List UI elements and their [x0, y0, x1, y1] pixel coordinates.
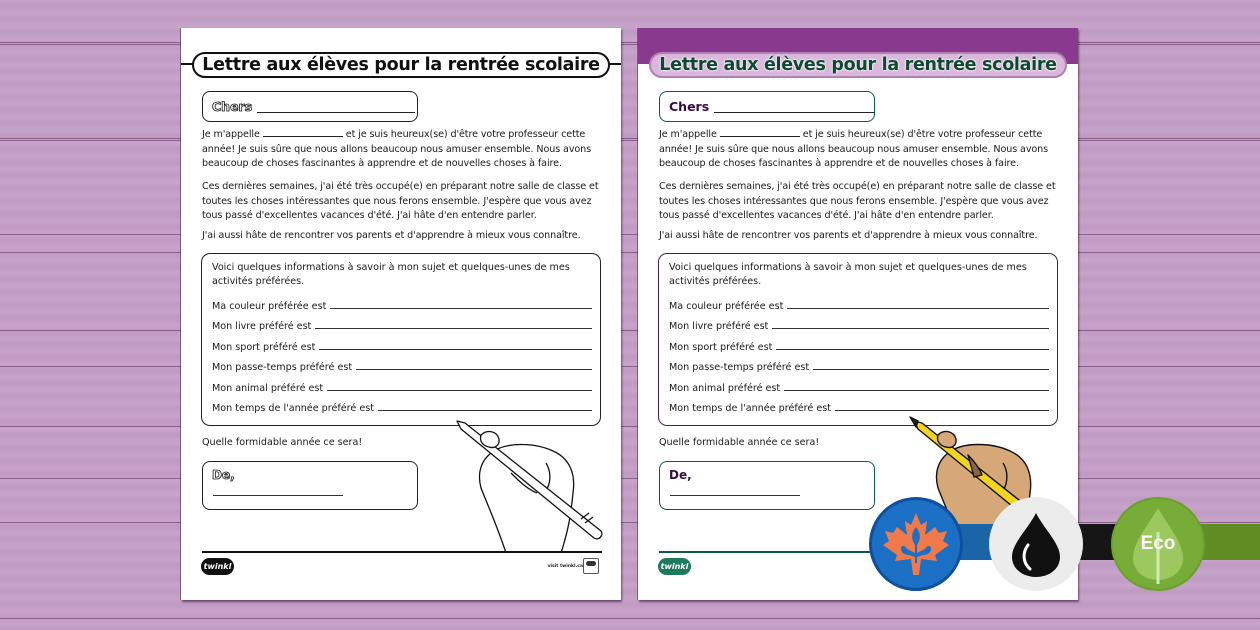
twinkl-logo: twinkl [201, 558, 234, 575]
page-title: Lettre aux élèves pour la rentrée scolaire [666, 51, 1050, 79]
answer-line[interactable] [378, 410, 592, 411]
answer-line[interactable] [787, 308, 1049, 309]
greeting-box [202, 91, 418, 122]
about-me-box [201, 253, 601, 426]
favorite-row: Ma couleur préférée est [212, 291, 592, 312]
answer-line[interactable] [813, 369, 1049, 370]
favorite-row: Mon passe-temps préféré est [669, 353, 1049, 374]
signature-box [202, 461, 418, 510]
paragraph-intro: Je m'appelle et je suis heureux(se) d'être votre professeur cette année! Je suis sûre que nous allons beaucoup nous amuser ensemble. Nous avons beaucoup de choses fascinantes à apprendre et de nouvelles choses à faire. [202, 129, 592, 170]
greeting-label: Chers [212, 99, 253, 114]
closing-text: Quelle formidable année ce sera! [202, 437, 363, 448]
ink-drop-icon [1006, 509, 1066, 579]
signature-label: De, [212, 468, 235, 482]
favorite-row: Mon sport préféré est [669, 332, 1049, 353]
favorite-row: Mon livre préféré est [212, 312, 592, 333]
signature-box [659, 461, 875, 510]
signature-blank[interactable] [213, 495, 343, 496]
about-me-intro: Voici quelques informations à savoir à mon sujet et quelques-unes de mes activités préférées. [669, 262, 1027, 287]
signature-label: De, [669, 468, 692, 482]
favorite-row: Mon sport préféré est [212, 332, 592, 353]
paragraph-summer: Ces dernières semaines, j'ai été très occupé(e) en préparant notre salle de classe et toutes les choses intéressantes que nous ferons ensemble. J'espère que vous avez tous passé d'excellentes vacances d'été. J'ai hâte d'en entendre parler. [202, 181, 599, 222]
favorite-row: Mon livre préféré est [669, 312, 1049, 333]
paragraph-summer: Ces dernières semaines, j'ai été très occupé(e) en préparant notre salle de classe et toutes les choses intéressantes que nous ferons ensemble. J'espère que vous avez tous passé d'excellentes vacances d'été. J'ai hâte d'en entendre parler. [659, 181, 1056, 222]
maple-leaf-fleur-de-lis-icon [881, 509, 951, 579]
answer-line[interactable] [327, 390, 592, 391]
signature-blank[interactable] [670, 495, 800, 496]
answer-line[interactable] [356, 369, 592, 370]
quebec-curriculum-badge [869, 497, 963, 591]
answer-line[interactable] [319, 349, 592, 350]
answer-line[interactable] [784, 390, 1049, 391]
twinkl-logo: twinkl [658, 558, 691, 575]
favorite-row: Mon temps de l'année préféré est [669, 394, 1049, 415]
name-blank[interactable] [263, 128, 343, 137]
ink-saver-badge [989, 497, 1083, 591]
greeting-blank[interactable] [257, 101, 415, 113]
eco-badge [1111, 497, 1205, 591]
greeting-blank[interactable] [714, 101, 874, 113]
page-title: Lettre aux élèves pour la rentrée scolaire [209, 51, 593, 79]
favorite-row: Mon passe-temps préféré est [212, 353, 592, 374]
hand-writing-illustration-icon [451, 413, 616, 553]
visit-link[interactable]: visit twinkl.ca [547, 564, 583, 569]
answer-line[interactable] [835, 410, 1049, 411]
favorite-row: Ma couleur préférée est [669, 291, 1049, 312]
about-me-intro: Voici quelques informations à savoir à mon sujet et quelques-unes de mes activités préférées. [212, 262, 570, 287]
answer-line[interactable] [772, 328, 1049, 329]
favorite-row: Mon animal préféré est [212, 373, 592, 394]
paragraph-parents: J'ai aussi hâte de rencontrer vos parents et d'apprendre à mieux vous connaître. [202, 230, 581, 241]
answer-line[interactable] [776, 349, 1049, 350]
about-me-box [658, 253, 1058, 426]
closing-text: Quelle formidable année ce sera! [659, 437, 820, 448]
answer-line[interactable] [315, 328, 592, 329]
greeting-box [659, 91, 875, 122]
safety-badge-icon [583, 558, 599, 574]
name-blank[interactable] [720, 128, 800, 137]
eco-label: Eco [1140, 533, 1176, 554]
favorite-row: Mon temps de l'année préféré est [212, 394, 592, 415]
footer-rule [202, 551, 602, 553]
paragraph-intro: Je m'appelle et je suis heureux(se) d'être votre professeur cette année! Je suis sûre que nous allons beaucoup nous amuser ensemble. Nous avons beaucoup de choses fascinantes à apprendre et de nouvelles choses à faire. [659, 129, 1049, 170]
greeting-label: Chers [669, 99, 710, 114]
worksheet-page-bw [181, 28, 621, 600]
answer-line[interactable] [330, 308, 592, 309]
paragraph-parents: J'ai aussi hâte de rencontrer vos parents et d'apprendre à mieux vous connaître. [659, 230, 1038, 241]
favorite-row: Mon animal préféré est [669, 373, 1049, 394]
